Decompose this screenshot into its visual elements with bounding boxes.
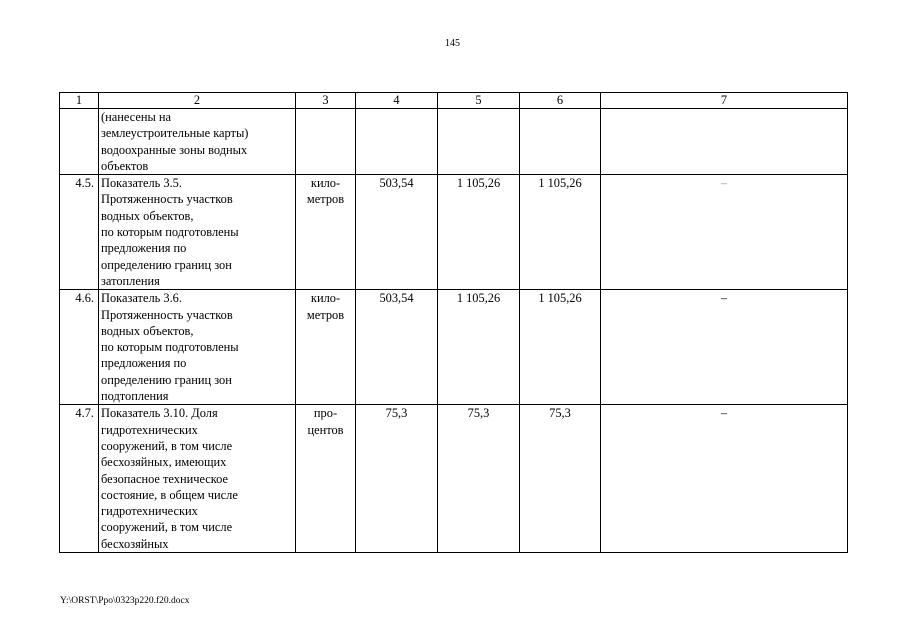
- unit-line: кило-: [310, 291, 341, 306]
- value-cell-c5: [438, 109, 520, 175]
- value-cell-c6: [520, 109, 601, 175]
- value-cell-c6: 75,3: [520, 405, 601, 553]
- value-cell-c5: 75,3: [438, 405, 520, 553]
- value-cell-c5: 1 105,26: [438, 175, 520, 290]
- indicator-name-line: гидротехнических: [101, 504, 198, 519]
- row-number-cell: 4.7.: [60, 405, 99, 553]
- indicator-name-line: Протяженность участков: [101, 307, 233, 322]
- column-header: 6: [520, 93, 601, 109]
- column-header: 4: [356, 93, 438, 109]
- indicator-name-line: водных объектов,: [101, 208, 194, 223]
- table-row: [60, 290, 848, 405]
- indicator-name-cell: [99, 405, 296, 553]
- unit-line: кило-: [310, 176, 341, 191]
- indicator-name-line: водоохранные зоны водных: [101, 142, 248, 157]
- unit-cell: [296, 290, 356, 405]
- column-header: 1: [60, 93, 99, 109]
- row-number-cell: 4.6.: [60, 290, 99, 405]
- indicator-name-line: затопления: [101, 273, 160, 288]
- indicator-name-line: определению границ зон: [101, 257, 232, 272]
- indicator-name-line: по которым подготовлены: [101, 225, 239, 240]
- value-cell-c6: 1 105,26: [520, 290, 601, 405]
- indicator-name-line: бесхозяйных, имеющих: [101, 455, 227, 470]
- row-number-cell: 4.5.: [60, 175, 99, 290]
- indicator-name-line: Показатель 3.5.: [101, 176, 182, 191]
- value-cell-c4: [356, 109, 438, 175]
- indicator-name-line: (нанесены на: [101, 110, 172, 124]
- value-cell-c4: 503,54: [356, 290, 438, 405]
- note-cell: [601, 109, 848, 175]
- indicator-name-line: подтопления: [101, 389, 169, 404]
- column-header: 3: [296, 93, 356, 109]
- indicator-name-line: определению границ зон: [101, 372, 232, 387]
- indicator-name-line: состояние, в общем числе: [101, 487, 238, 502]
- indicator-name-line: сооружений, в том числе: [101, 520, 233, 535]
- indicator-name-cell: [99, 109, 296, 175]
- indicator-name-line: землеустроительные карты): [101, 126, 249, 141]
- note-cell: –: [601, 175, 848, 290]
- indicator-name-line: бесхозяйных: [101, 536, 169, 551]
- indicators-table: [59, 92, 848, 553]
- table-row: [60, 175, 848, 290]
- indicator-name-cell: [99, 290, 296, 405]
- indicator-name-line: сооружений, в том числе: [101, 438, 233, 453]
- unit-line: про-: [313, 406, 338, 421]
- value-cell-c5: 1 105,26: [438, 290, 520, 405]
- indicator-name-line: по которым подготовлены: [101, 340, 239, 355]
- value-cell-c4: 75,3: [356, 405, 438, 553]
- indicator-name-line: водных объектов,: [101, 323, 194, 338]
- note-cell: –: [601, 405, 848, 553]
- value-cell-c6: 1 105,26: [520, 175, 601, 290]
- indicator-name-line: Показатель 3.6.: [101, 291, 182, 306]
- indicator-name-line: Протяженность участков: [101, 192, 233, 207]
- column-header: 2: [99, 93, 296, 109]
- indicator-name-line: Показатель 3.10. Доля: [101, 406, 218, 421]
- indicator-name-line: гидротехнических: [101, 422, 198, 437]
- unit-cell: [296, 175, 356, 290]
- value-cell-c4: 503,54: [356, 175, 438, 290]
- indicator-name-cell: [99, 175, 296, 290]
- indicator-name-line: предложения по: [101, 356, 187, 371]
- table-header-row: [60, 93, 848, 109]
- indicator-name-line: объектов: [101, 158, 149, 173]
- page-number: 145: [445, 38, 460, 49]
- unit-cell: [296, 109, 356, 175]
- unit-line: центов: [307, 422, 344, 437]
- row-number-cell: [60, 109, 99, 175]
- footer-file-path: Y:\ORST\Ppo\0323p220.f20.docx: [60, 596, 190, 606]
- column-header: 7: [601, 93, 848, 109]
- unit-line: метров: [306, 307, 345, 322]
- indicator-name-line: безопасное техническое: [101, 471, 228, 486]
- unit-cell: [296, 405, 356, 553]
- unit-line: метров: [306, 192, 345, 207]
- indicator-name-line: предложения по: [101, 241, 187, 256]
- note-cell: –: [601, 290, 848, 405]
- table-row: [60, 109, 848, 175]
- column-header: 5: [438, 93, 520, 109]
- table-row: [60, 405, 848, 553]
